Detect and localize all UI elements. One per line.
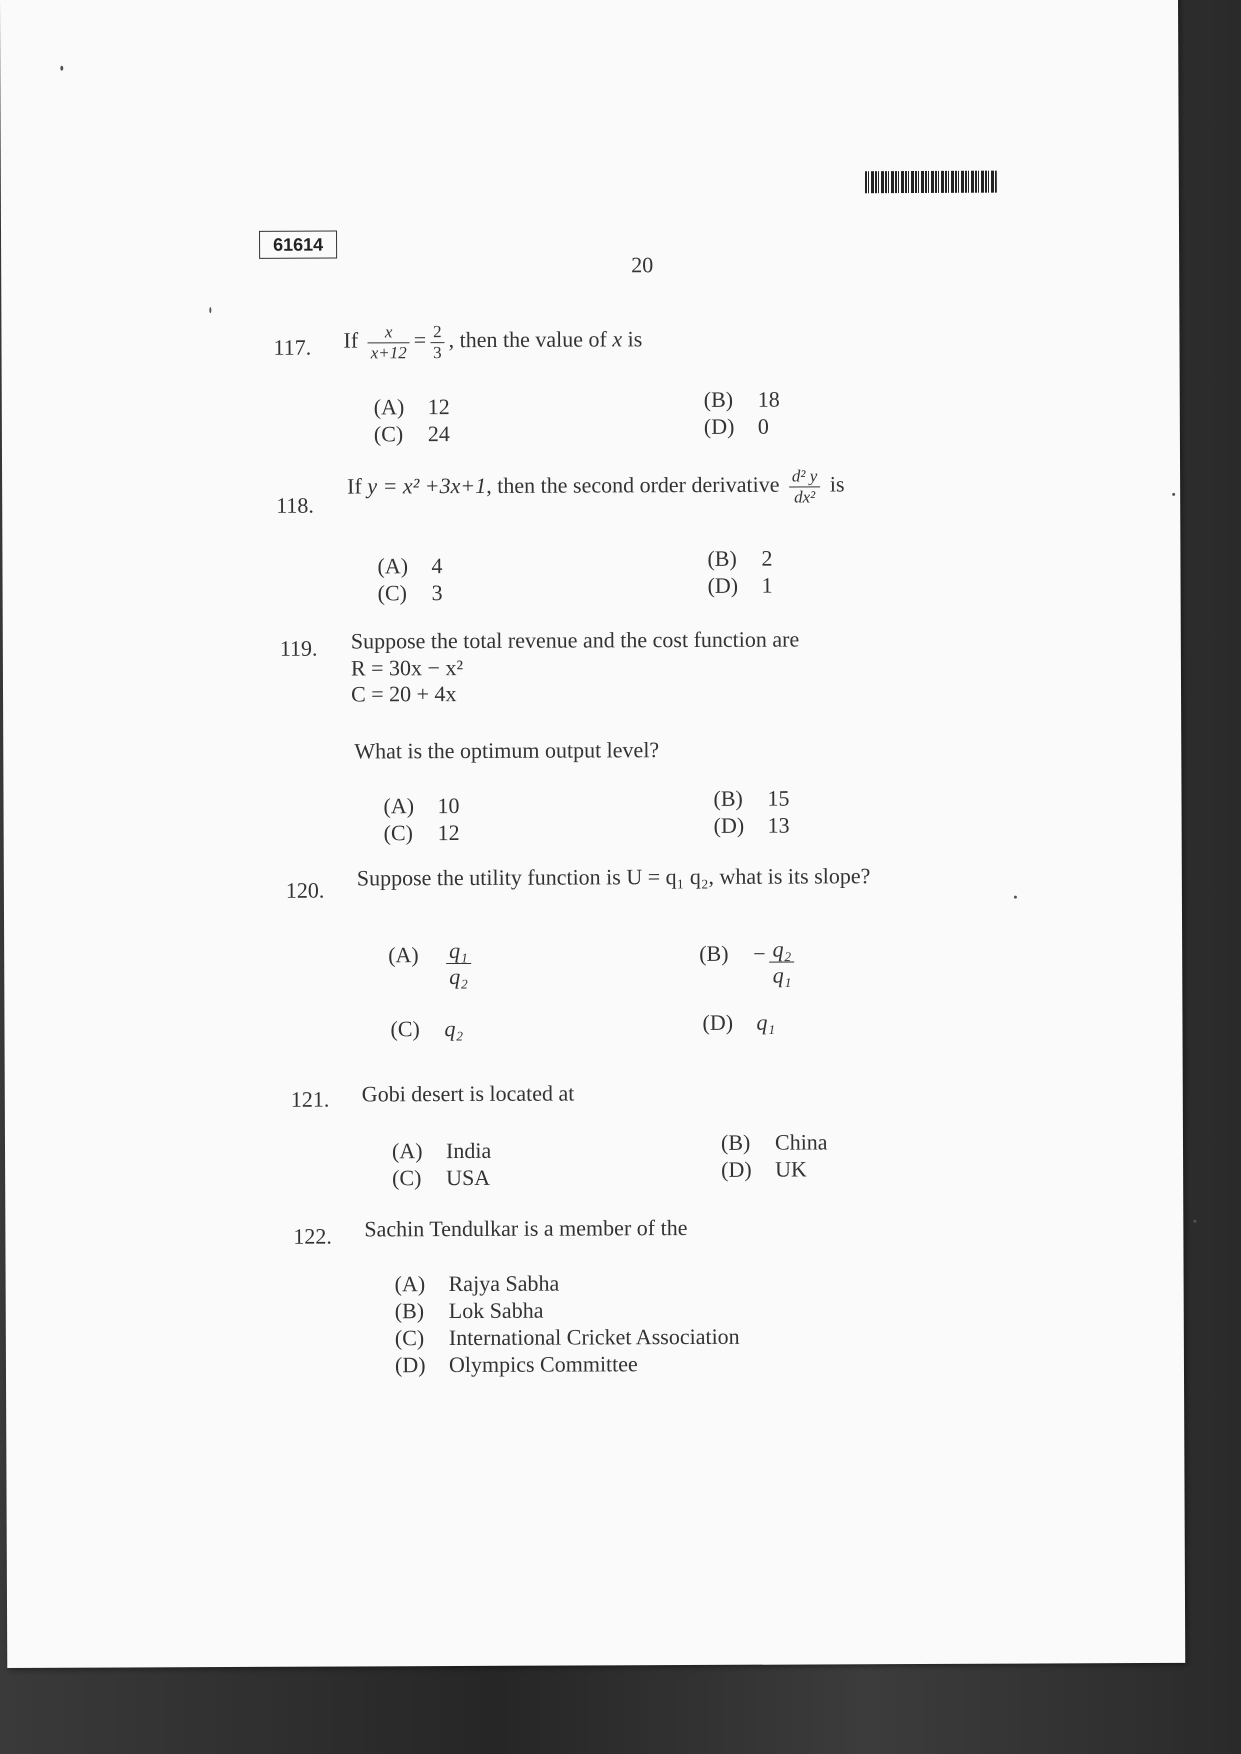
option-c bbox=[384, 820, 460, 846]
question-stem bbox=[343, 321, 642, 362]
scan-speck bbox=[60, 66, 63, 71]
fraction-rhs bbox=[430, 322, 445, 362]
option-text: 10 bbox=[437, 793, 460, 819]
page-number: 20 bbox=[631, 252, 654, 278]
question-stem: Suppose the utility function is U = q₁ q₂, what is its slope? bbox=[356, 863, 871, 891]
option-d bbox=[702, 1010, 775, 1036]
option-text: 0 bbox=[757, 413, 769, 439]
fraction-numerator: x bbox=[368, 322, 410, 343]
option-label: (C) bbox=[377, 580, 407, 606]
stem-prefix: If bbox=[343, 327, 359, 353]
option-a bbox=[374, 394, 450, 420]
option-label: (C) bbox=[383, 820, 414, 846]
option-label: (D) bbox=[394, 1352, 426, 1378]
option-text: 15 bbox=[767, 785, 790, 811]
option-d bbox=[721, 1156, 807, 1182]
question-number: 120. bbox=[285, 877, 325, 903]
question-number: 118. bbox=[276, 492, 314, 518]
derivative-fraction bbox=[789, 466, 821, 506]
option-c bbox=[392, 1165, 490, 1191]
fraction-numerator: 2 bbox=[430, 322, 445, 343]
option-text: 4 bbox=[431, 553, 443, 579]
option-c bbox=[390, 1016, 463, 1042]
fraction-denominator: q₂ bbox=[449, 964, 468, 990]
option-a bbox=[377, 553, 442, 579]
option-label: (D) bbox=[703, 413, 735, 439]
option-text: q₂ bbox=[444, 1015, 464, 1042]
option-a bbox=[392, 1138, 491, 1164]
option-label: (D) bbox=[721, 1156, 752, 1182]
option-label: (D) bbox=[702, 1009, 734, 1035]
option-text: 12 bbox=[437, 820, 460, 846]
stem-end: is bbox=[627, 326, 643, 352]
option-text: International Cricket Association bbox=[448, 1323, 740, 1351]
option-label: (C) bbox=[390, 1016, 420, 1042]
option-text: 12 bbox=[427, 394, 450, 420]
option-label: (B) bbox=[713, 785, 743, 811]
minus-sign: − bbox=[753, 940, 766, 967]
option-label: (B) bbox=[394, 1298, 425, 1324]
option-label: (D) bbox=[707, 572, 739, 598]
scan-speck bbox=[1193, 1220, 1196, 1223]
option-label: (B) bbox=[707, 545, 737, 571]
option-label: (B) bbox=[703, 386, 734, 412]
option-label: (A) bbox=[383, 793, 415, 819]
cost-function: C = 20 + 4x bbox=[350, 681, 457, 707]
option-c bbox=[378, 580, 443, 606]
option-text: Lok Sabha bbox=[448, 1297, 544, 1324]
option-label: (D) bbox=[713, 812, 745, 838]
option-d bbox=[708, 573, 773, 599]
stem-variable: x bbox=[612, 326, 623, 352]
option-text: 1 bbox=[761, 572, 773, 598]
option-a bbox=[388, 938, 475, 990]
fraction-lhs bbox=[368, 322, 410, 362]
option-text: 3 bbox=[431, 580, 443, 606]
equals-sign: = bbox=[413, 327, 427, 353]
fraction-numerator: q₂ bbox=[770, 937, 795, 963]
option-text: India bbox=[445, 1137, 492, 1164]
option-text: 24 bbox=[427, 421, 450, 447]
option-a bbox=[395, 1271, 560, 1298]
option-label: (C) bbox=[392, 1165, 422, 1191]
option-d bbox=[714, 813, 790, 839]
option-d bbox=[704, 414, 769, 440]
option-b bbox=[713, 786, 789, 812]
stem-middle: , then the value of bbox=[448, 326, 607, 353]
option-label: (A) bbox=[388, 942, 419, 968]
option-fraction bbox=[446, 938, 471, 990]
option-b bbox=[707, 546, 772, 572]
option-label: (C) bbox=[394, 1325, 425, 1351]
option-label: (A) bbox=[391, 1138, 423, 1164]
option-text: 18 bbox=[757, 386, 780, 412]
question-stem: Suppose the total revenue and the cost function are bbox=[350, 626, 800, 654]
option-label: (B) bbox=[720, 1129, 751, 1155]
option-b bbox=[704, 387, 780, 413]
option-b bbox=[699, 937, 798, 989]
fraction-denominator: x+12 bbox=[370, 342, 407, 362]
option-text: China bbox=[774, 1129, 828, 1155]
question-stem: Sachin Tendulkar is a member of the bbox=[364, 1215, 688, 1242]
option-label: (C) bbox=[373, 421, 404, 447]
option-label: (B) bbox=[699, 941, 729, 967]
option-c bbox=[395, 1324, 740, 1352]
sub-question: What is the optimum output level? bbox=[354, 737, 660, 764]
fraction-denominator: q₁ bbox=[772, 962, 792, 988]
scan-speck bbox=[209, 307, 211, 313]
option-label: (A) bbox=[394, 1271, 426, 1297]
option-text: q₁ bbox=[756, 1009, 776, 1035]
option-a bbox=[383, 793, 459, 819]
option-text: USA bbox=[446, 1164, 491, 1191]
paper-code-box: 61614 bbox=[259, 231, 337, 259]
option-b bbox=[721, 1129, 828, 1155]
question-stem: Gobi desert is located at bbox=[361, 1080, 575, 1107]
option-text: Rajya Sabha bbox=[448, 1270, 560, 1297]
stem-expression: y = x² +3x+1 bbox=[367, 472, 487, 499]
fraction-denominator: dx² bbox=[794, 486, 816, 507]
option-text: UK bbox=[775, 1156, 807, 1182]
scan-speck bbox=[1014, 896, 1017, 899]
option-d bbox=[395, 1351, 638, 1378]
question-number: 121. bbox=[290, 1086, 330, 1112]
option-c bbox=[374, 421, 450, 447]
stem-middle: , then the second order derivative bbox=[486, 471, 780, 498]
question-number: 119. bbox=[279, 635, 318, 661]
option-text: 13 bbox=[767, 812, 790, 838]
option-fraction bbox=[770, 937, 795, 989]
fraction-denominator: 3 bbox=[433, 342, 442, 362]
fraction-numerator: d² y bbox=[789, 466, 820, 487]
question-number: 117. bbox=[273, 334, 312, 360]
option-label: (A) bbox=[377, 553, 409, 579]
option-text: 2 bbox=[761, 545, 773, 571]
revenue-function: R = 30x − x² bbox=[350, 654, 464, 681]
option-b bbox=[395, 1298, 544, 1325]
scan-speck bbox=[1172, 493, 1175, 496]
question-stem bbox=[347, 466, 845, 508]
stem-prefix: If bbox=[347, 473, 362, 499]
option-text: Olympics Committee bbox=[448, 1351, 638, 1378]
question-number: 122. bbox=[293, 1223, 332, 1249]
stem-end: is bbox=[829, 471, 845, 497]
barcode bbox=[865, 171, 997, 194]
fraction-numerator: q₁ bbox=[446, 938, 471, 964]
option-label: (A) bbox=[373, 394, 405, 420]
